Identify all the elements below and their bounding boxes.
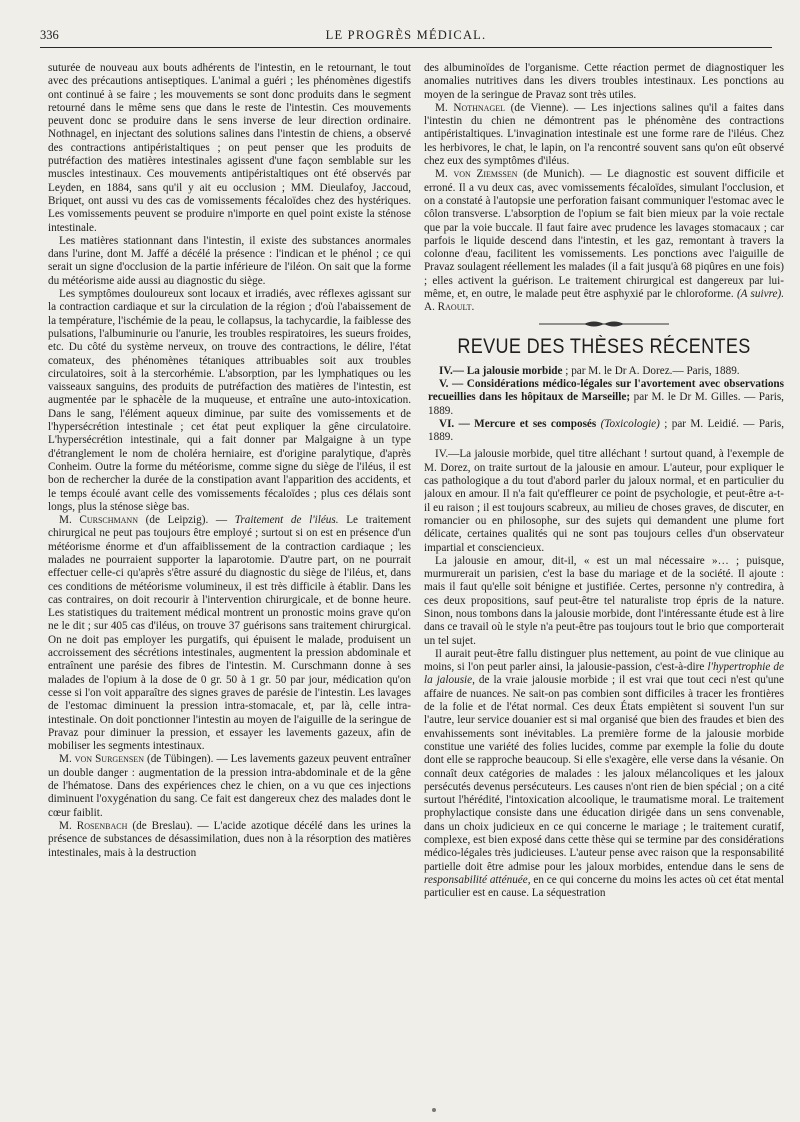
page-number: 336 [40, 28, 59, 42]
paragraph [48, 820, 411, 860]
thesis-entry [424, 418, 784, 445]
section-title: REVUE DES THÈSES RÉCENTES [457, 334, 751, 358]
entry-number: IV.— [439, 364, 467, 377]
thesis-entry [424, 365, 784, 378]
journal-title: LE PROGRÈS MÉDICAL. [325, 28, 487, 42]
emphasis: l'hypertrophie de la jalousie, [424, 661, 784, 687]
right-column [424, 62, 784, 1102]
entry-details: ; par M. Leidié. — Paris, 1889. [428, 417, 784, 444]
paragraph-text: (de Munich). — Le diagnostic est souvent difficile et erroné. Il a vu deux cas, avec vomissements fécaloïdes, simulant l'occlusion, et on a constaté à l'autopsie une perforation faisant communiquer l'estomac avec le côlon transverse. L'absorption de l'opium se fait bien mieux par la voie rectale que par la voie buccale. Il faut faire avec prudence les lavages stomacaux ; car parfois le liquide descend dans l'intestin, et les gaz, remontant à travers la colonne d'eau, facilitent les vomissements. Les ponctions avec l'aiguille de Pravaz soulagent réellement les malades (il a fait jusqu'à 68 piqûres en une fois) ; elles activent la guérison. Le traitement chirurgical est dangereux par lui-même, et, en outre, le malade peut être asphyxié par le chloroforme. [424, 168, 784, 301]
paragraph [424, 168, 784, 314]
running-head [40, 28, 772, 46]
paragraph [424, 648, 784, 901]
entry-title: Mercure et ses composés [474, 417, 597, 430]
paragraph: Les symptômes douloureux sont locaux et irradiés, avec réflexes agissant sur la contraction cardiaque et sur la circulation de la région ; d'où l'abaissement de la température, l'ischémie de la peau, le collapsus, la tachycardie, la faiblesse des pulsations, l'albuminurie ou l'anurie, les troubles respiratoires, les sueurs froides, etc. Du côté du système nerveux, on trouve des contractions, le délire, l'état comateux, des phénomènes tétaniques attribuables soit aux troubles circulatoires, soit à la stercorhémie. L'absorption, par les lymphatiques ou les vaisseaux sanguins, des produits de putréfaction des matières de l'intestin, est augmentée par le sphacèle de la muqueuse, et entraîne une auto-intoxication. Dans le sang, l'élément aqueux diminue, par suite des vomissements et de l'hypersécrétion intestinale ; cet état peut expliquer la gêne circulatoire. L'hypersécrétion intestinale, qui a fait donner par Malgaigne à un type d'étranglement le nom de choléra herniaire, est d'origine paralytique, d'après Conheim. Outre la forme du météorisme, comme signe du siège de l'iléus, il est bon de rechercher la durée de la constipation avant l'apparition des accidents, et le temps écoulé avant celle des vomissements fécaloïdes ; plus ces délais sont longs, plus la sténose siège bas. [48, 288, 411, 513]
author-name: M. Nothnagel [435, 101, 506, 114]
to-be-continued: (A suivre). [736, 288, 784, 301]
left-column [48, 62, 411, 1102]
print-speck [432, 1108, 436, 1112]
author-place: (de Leipzig). — [137, 514, 235, 527]
paragraph: suturée de nouveau aux bouts adhérents de l'intestin, en le retournant, le tout avec des précautions antiseptiques. L'animal a guéri ; les phénomènes digestifs ont continué à se faire ; les mouvements se sont donc produits dans le segment retourné dans le même sens que dans le reste de l'intestin. Ces mouvements peuvent donc se produire dans le sens inverse de leur direction ordinaire. Nothnagel, en injectant des solutions salines dans l'intestin de chiens, a observé des contractions antipéristaltiques ; on peut penser que les produits de putréfaction des matières intestinales agissent d'une façon semblable sur les muscles intestinaux. Ces mouvements antipéristaltiques ont été observés par Leyden, en 1884, sans qu'il y ait eu occlusion ; MM. Dieulafoy, Jaccoud, Briquet, ont aussi vu des cas de vomissements fécaloïdes chez des hystériques. Les vomissements peuvent se produire n'importe en quel point existe la sténose intestinale. [48, 62, 411, 234]
paragraph: IV.—La jalousie morbide, quel titre alléchant ! surtout quand, à l'exemple de M. Dorez, on traite surtout de la jalousie en amour. L'auteur, pour expliquer le cas pathologique a du tout d'abord parler du jaloux normal, et en particulier du jaloux en amour. Il n'a fait qu'effleurer ce point de psychologie, et peut-être a-t-il eu raison ; il est toujours scabreux, au milieu de choses graves, de discuter, en romancier ou en philosophe, sur des sujets qui demandent une plume fort délicate, certaines qualités qui ne sont pas toujours celles d'un observateur impartial et consciencieux. [424, 448, 784, 554]
thesis-entry [424, 378, 784, 418]
entry-title: La jalousie morbide [466, 364, 563, 377]
entry-subject: (Toxicologie) [596, 417, 660, 430]
ornamental-separator [424, 318, 784, 330]
paragraph [48, 753, 411, 819]
paragraph-text: (de Tübingen). — Les lavements gazeux peuvent entraîner un double danger : augmentation de la pression intra-abdominale et de la gêne de l'hématose. Dans des expériences chez le chien, on a vu que ces injections diminuent l'oxygénation du sang. Ce fait est dangereux chez des malades dont le cœur faiblit. [48, 753, 411, 819]
author-name: M. Curschmann [59, 514, 138, 527]
paragraph-text: (de Vienne). — Les injections salines qu'il a faites dans l'intestin du chien ne démontrent pas le phénomène des contractions antipéristaltiques. L'invagination intestinale est une forme rare de l'iléus. Chez les herbivores, le chat, le lapin, on l'a rencontré souvent sans qu'on eût observé chez eux des symptômes d'iléus. [424, 101, 784, 168]
entry-details: par M. le Dr M. Gilles. — Paris, 1889. [428, 391, 784, 417]
entry-details: ; par M. le Dr A. Dorez.— Paris, 1889. [562, 364, 740, 377]
paragraph: La jalousie en amour, dit-il, « est un mal nécessaire »… ; puisque, murmurerait un parisien, c'est la base du mariage et de la société. Il ajoute : mais il faut qu'elle soit bénigne et justifiée. Certes, personne n'y contredira, à ces deux propositions, sauf peut-être tel naturaliste trop épris de la nature. Sinon, nous tombons dans la jalousie morbide, dont l'intéressante étude est à lire dans ce travail où le style n'a peut-être pas toujours tout le brio que comporterait un tel sujet. [424, 554, 784, 647]
entry-number: VI. — [439, 417, 475, 430]
paragraph-text: (de Breslau). — L'acide azotique décélé dans les urines la présence de substances de désassimilation, dues non à la résorption des matières intestinales, mais à la destruction [48, 819, 411, 859]
author-name: M. von Ziemssen [435, 168, 518, 181]
paragraph-text: de la vraie jalousie morbide ; il est vrai que tout ceci n'est qu'une affaire de nuances. Ne sait-on pas combien sont difficiles à tracer les frontières de la folie et de l'état normal. Ces deux États empiètent si souvent l'un sur l'autre, leur service douanier est si mal organisé que bien des fraudes et bien des envahissements sont inévitables. La première forme de la jalousie morbide constitue une variété des folies lucides, comme par exemple la folie du doute dont elle se rapproche beaucoup. Si elle s'exagère, elle verse dans la vésanie. On connaît deux catégories de malades : les jaloux mélancoliques et les jaloux persécutés devenus persécuteurs. Les causes n'ont rien de bien spécial ; on a cité surtout l'hérédité, l'intoxication alcoolique, le traumatisme moral. Le traitement prophylactique consiste dans une éducation dirigée dans un sens convenable, dans un choix judicieux en ce qui concerne le mariage ; le traitement curatif, complexe, est bien exposé dans cette thèse qui se termine par des considérations médico-légales très judicieuses. L'auteur pense avec raison que la responsabilité partielle doit être admise pour les jaloux morbides, entendue dans le sens de [424, 674, 784, 873]
paragraph [424, 102, 784, 168]
paragraph: des albuminoïdes de l'organisme. Cette réaction permet de diagnostiquer les anomalies nutritives dans les divers troubles intestinaux. Les ponctions au moyen de la seringue de Pravaz sont très utiles. [424, 62, 784, 101]
signature: A. Raoult. [424, 301, 475, 314]
entry-title: Considérations médico-légales sur l'avortement avec observations recueillies dans les hôpitaux de Marseille; [428, 377, 784, 404]
paragraph [48, 514, 411, 753]
author-name: M. von Surgensen [59, 753, 144, 766]
separator-ornament [539, 318, 669, 330]
header-rule [40, 47, 772, 48]
article-title: Traitement de l'iléus. [234, 514, 339, 527]
emphasis: responsabilité atténuée, [424, 873, 531, 886]
author-name: M. Rosenbach [59, 819, 128, 832]
paragraph-text: Le traitement chirurgical ne peut pas toujours être employé ; surtout si on est en présence d'un météorisme énorme et d'un affaiblissement de la contraction cardiaque ; les malades ne pourraient supporter la laparotomie. D'autre part, on ne pourrait effectuer celle-ci qu'après s'être assuré du diagnostic du siège de l'iléus, et, dans ces conditions de météorisme volumineux, il est très difficile à établir. Dans les cas contraires, on doit recourir à l'intervention chirurgicale, et de bonne heure. Les statistiques du traitement médical montrent un pronostic moins grave qu'on ne le dit ; sur 405 cas d'iléus, on trouve 37 guérisons sans traitement chirurgical. On ne doit pas employer les purgatifs, qui épuisent le malade, produisent un accroissement des sécrétions intestinales, augmentent la pression abdominale et entraînent une parésie des fibres de l'intestin. M. Curschmann donne à ses malades de l'opium à la dose de 0 gr. 50 à 1 gr. 50 par jour, médication qu'on cesse si l'on voit apparaître des signes graves de parésie de l'intestin. Les lavages de l'estomac diminuent la pression intra-stomacale, et, par là, celle intra-intestinale. On doit ponctionner l'intestin au moyen de l'aiguille de la seringue de Pravaz pour diminuer la pression, et essayer les lavements gazeux, afin de mobiliser les segments intestinaux. [48, 514, 411, 753]
paragraph-text: en ce qui concerne du moins les actes où cet état mental particulier est en cause. La séquestration [424, 873, 784, 900]
paragraph: Les matières stationnant dans l'intestin, il existe des substances anormales dans l'urine, dont M. Jaffé a décélé la présence : l'indican et le phénol ; ce qui serait un signe d'occlusion de la partie inférieure de l'iléon. On sait que la forme du météorisme aide aussi au diagnostic du siège. [48, 234, 411, 287]
entry-number: V. — [439, 377, 467, 390]
paragraph-text: Il aurait peut-être fallu distinguer plus nettement, au point de vue clinique au moins, si l'on peut parler ainsi, la jalousie-passion, c'est-à-dire [424, 647, 784, 674]
